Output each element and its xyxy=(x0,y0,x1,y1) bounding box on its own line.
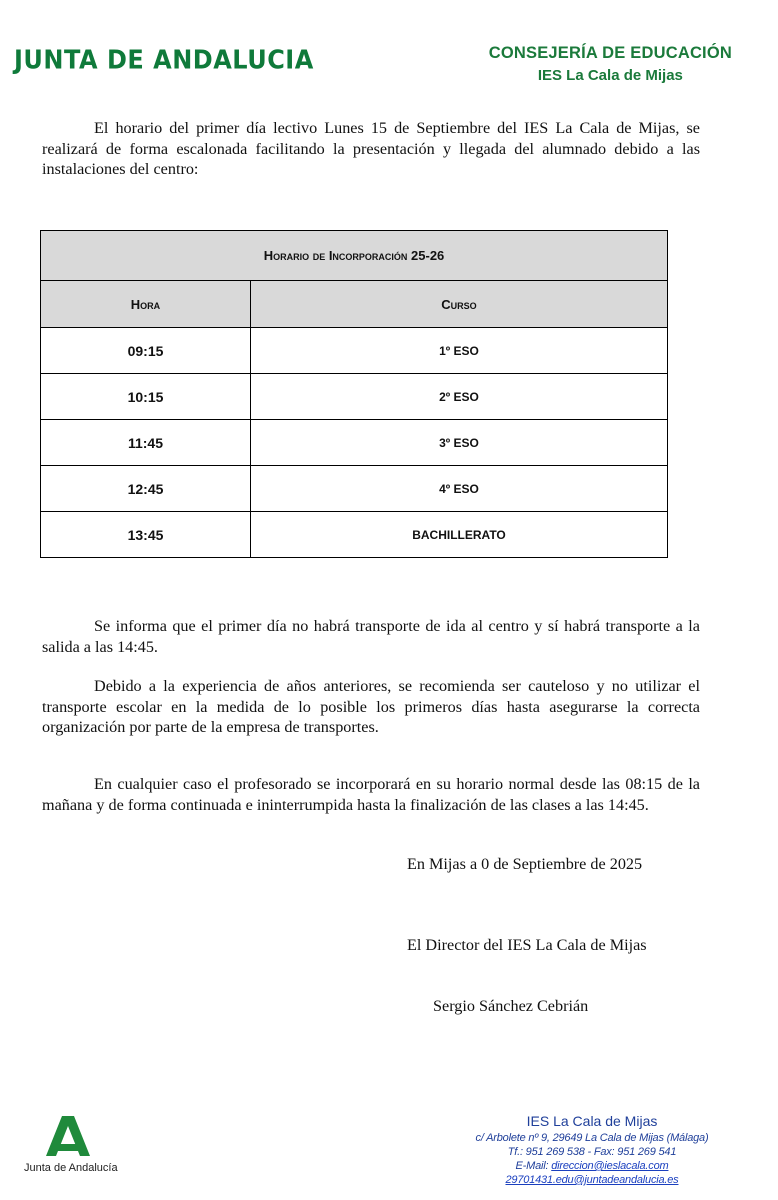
school-name: IES La Cala de Mijas xyxy=(537,67,683,84)
footer-email-label: E-Mail: xyxy=(515,1160,552,1172)
signatory-role: El Director del IES La Cala de Mijas xyxy=(407,936,647,954)
hora-cell: 11:45 xyxy=(41,420,251,466)
signatory-name: Sergio Sánchez Cebrián xyxy=(433,997,589,1015)
table-row xyxy=(41,420,668,466)
footer-phone: Tf.: 951 269 538 - Fax: 951 269 541 xyxy=(507,1146,677,1158)
table-row xyxy=(41,512,668,558)
schedule-title: Horario de Incorporación 25-26 xyxy=(41,231,668,281)
table-row xyxy=(41,466,668,512)
department-name: CONSEJERÍA DE EDUCACIÓN xyxy=(488,44,732,62)
hora-cell: 13:45 xyxy=(41,512,251,558)
advice-paragraph: Debido a la experiencia de años anteriores, se recomienda ser cauteloso y no utilizar el transporte escolar en la medida de lo posible los primeros días hasta asegurarse la correcta organización por parte de la empresa de transportes. xyxy=(42,677,700,736)
transport-paragraph: Se informa que el primer día no habrá transporte de ida al centro y sí habrá transporte a la salida a las 14:45. xyxy=(42,617,700,656)
hora-cell: 09:15 xyxy=(41,328,251,374)
column-header-curso: Curso xyxy=(251,281,668,328)
hora-cell: 10:15 xyxy=(41,374,251,420)
footer-email-line xyxy=(462,1159,722,1173)
hora-cell: 12:45 xyxy=(41,466,251,512)
teachers-paragraph: En cualquier caso el profesorado se incorporará en su horario normal desde las 08:15 de la mañana y de forma continuada e ininterrumpida hasta la finalización de las clases a las 14:45. xyxy=(42,775,700,814)
footer-school-name: IES La Cala de Mijas xyxy=(526,1113,658,1129)
curso-cell: 2º ESO xyxy=(251,374,668,420)
footer-contact xyxy=(462,1113,722,1187)
curso-cell: 4º ESO xyxy=(251,466,668,512)
schedule-table xyxy=(40,230,668,558)
footer-address: c/ Arbolete nº 9, 29649 La Cala de Mijas (Málaga) xyxy=(475,1132,709,1144)
curso-cell: 3º ESO xyxy=(251,420,668,466)
place-date: En Mijas a 0 de Septiembre de 2025 xyxy=(407,855,643,873)
footer-email2-line xyxy=(462,1173,722,1187)
junta-de-andalucia-wordmark: JUNTA DE ANDALUCIA xyxy=(14,44,314,76)
footer-email-link[interactable]: direccion@ieslacala.com xyxy=(551,1160,669,1172)
schedule-title-row xyxy=(41,231,668,281)
table-row xyxy=(41,374,668,420)
intro-paragraph: El horario del primer día lectivo Lunes 15 de Septiembre del IES La Cala de Mijas, se realizará de forma escalonada facilitando la presentación y llegada del alumnado debido a las instalaciones del centro: xyxy=(42,119,700,178)
footer-email2-link[interactable]: 29701431.edu@juntadeandalucia.es xyxy=(505,1174,679,1186)
curso-cell: 1º ESO xyxy=(251,328,668,374)
schedule-header-row xyxy=(41,281,668,328)
logo-caption: Junta de Andalucía xyxy=(24,1162,118,1174)
curso-cell: BACHILLERATO xyxy=(251,512,668,558)
table-row xyxy=(41,328,668,374)
letterhead xyxy=(489,44,732,84)
column-header-hora: Hora xyxy=(41,281,251,328)
